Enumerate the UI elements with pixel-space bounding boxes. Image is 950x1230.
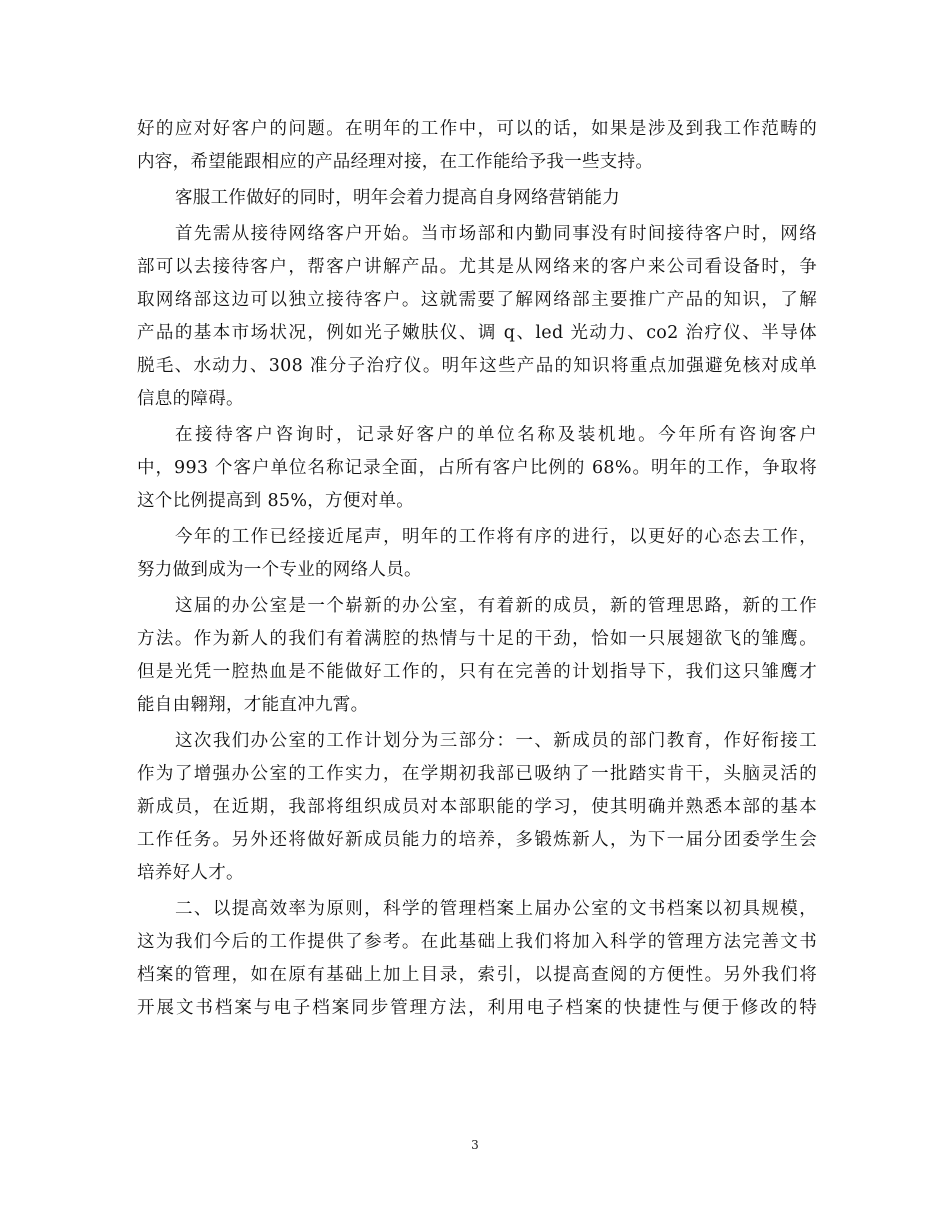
text-line: 但是光凭一腔热血是不能做好工作的，只有在完善的计划指导下，我们这只雏鹰才 xyxy=(137,662,817,682)
text-line: 信息的障碍。 xyxy=(137,389,244,409)
text-line: 在接待客户咨询时，记录好客户的单位名称及装机地。今年所有咨询客户 xyxy=(175,425,817,445)
text-line: 开展文书档案与电子档案同步管理方法，利用电子档案的快捷性与便于修改的特 xyxy=(137,998,817,1018)
text-line: 工作任务。另外还将做好新成员能力的培养，多锻炼新人，为下一届分团委学生会 xyxy=(137,830,817,850)
text-line: 作为了增强办公室的工作实力，在学期初我部已吸纳了一批踏实肯干，头脑灵活的 xyxy=(137,764,817,784)
text-line: 努力做到成为一个专业的网络人员。 xyxy=(137,560,422,580)
text-line: 今年的工作已经接近尾声，明年的工作将有序的进行，以更好的心态去工作， xyxy=(175,527,817,547)
text-line: 部可以去接待客户，帮客户讲解产品。尤其是从网络来的客户来公司看设备时，争 xyxy=(137,257,817,277)
text-line: 培养好人才。 xyxy=(137,863,244,883)
page-number: 3 xyxy=(471,1138,479,1152)
text-line: 二、以提高效率为原则，科学的管理档案上届办公室的文书档案以初具规模， xyxy=(175,899,817,919)
text-line: 这为我们今后的工作提供了参考。在此基础上我们将加入科学的管理方法完善文书 xyxy=(137,932,817,952)
text-line: 好的应对好客户的问题。在明年的工作中，可以的话，如果是涉及到我工作范畴的 xyxy=(137,119,817,139)
text-line: 这届的办公室是一个崭新的办公室，有着新的成员，新的管理思路，新的工作 xyxy=(175,596,817,616)
text-line: 方法。作为新人的我们有着满腔的热情与十足的干劲，恰如一只展翅欲飞的雏鹰。 xyxy=(137,629,817,649)
text-line: 新成员，在近期，我部将组织成员对本部职能的学习，使其明确并熟悉本部的基本 xyxy=(137,797,817,817)
text-line: 档案的管理，如在原有基础上加上目录，索引，以提高查阅的方便性。另外我们将 xyxy=(137,965,817,985)
section-heading-line: 客服工作做好的同时，明年会着力提高自身网络营销能力 xyxy=(175,188,620,208)
text-line: 这个比例提高到 85%，方便对单。 xyxy=(137,491,415,511)
text-line: 取网络部这边可以独立接待客户。这就需要了解网络部主要推广产品的知识，了解 xyxy=(137,290,817,310)
text-line: 首先需从接待网络客户开始。当市场部和内勤同事没有时间接待客户时，网络 xyxy=(175,224,817,244)
document-body xyxy=(137,113,817,1025)
text-line: 这次我们办公室的工作计划分为三部分：一、新成员的部门教育，作好衔接工 xyxy=(175,731,817,751)
text-line: 中，993 个客户单位名称记录全面，占所有客户比例的 68%。明年的工作，争取将 xyxy=(137,458,817,478)
text-line: 内容，希望能跟相应的产品经理对接，在工作能给予我一些支持。 xyxy=(137,152,654,172)
text-line: 产品的基本市场状况，例如光子嫩肤仪、调 q、led 光动力、co2 治疗仪、半导体 xyxy=(137,323,817,343)
text-line: 脱毛、水动力、308 准分子治疗仪。明年这些产品的知识将重点加强避免核对成单 xyxy=(137,356,817,376)
text-line: 能自由翱翔，才能直冲九霄。 xyxy=(137,695,369,715)
